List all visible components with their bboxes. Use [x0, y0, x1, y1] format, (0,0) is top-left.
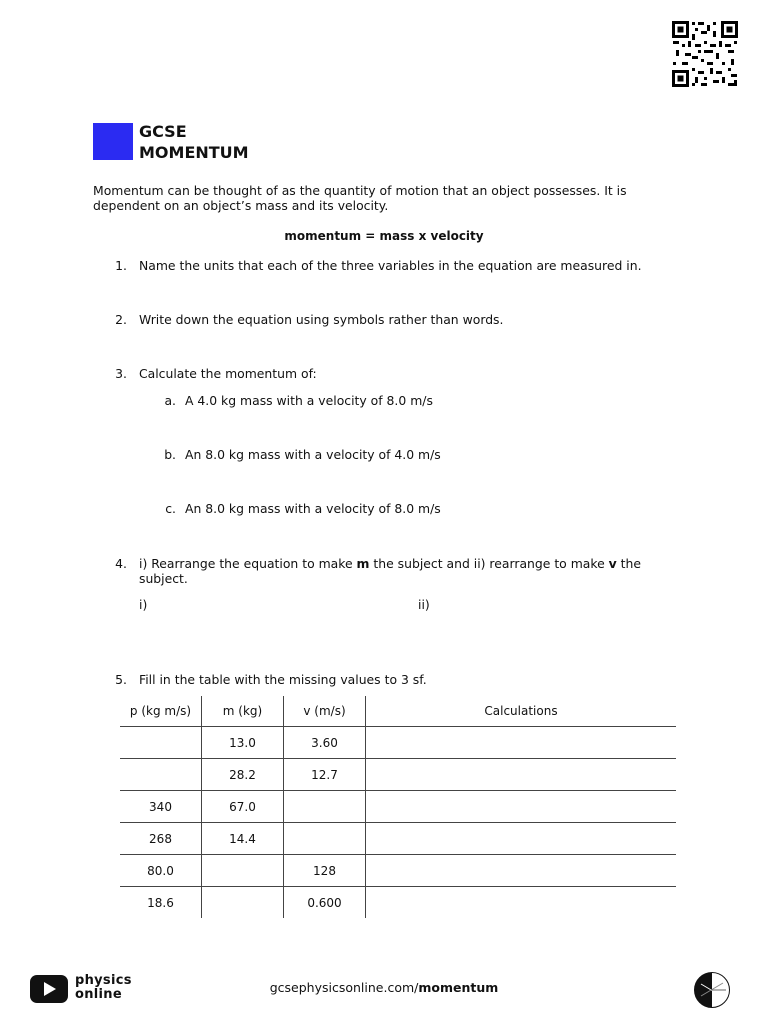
table-cell[interactable]: [366, 823, 677, 855]
table-cell[interactable]: [366, 887, 677, 919]
table-header-v: v (m/s): [284, 696, 366, 727]
q4-text-part: subject.: [139, 571, 188, 586]
title-line-2: MOMENTUM: [139, 143, 249, 162]
table-cell: 13.0: [202, 727, 284, 759]
table-cell[interactable]: [202, 855, 284, 887]
table-cell[interactable]: [284, 791, 366, 823]
q4-text-part: the subject and ii) rearrange to make: [369, 556, 609, 571]
question-2-text: Write down the equation using symbols rather than words.: [139, 312, 504, 327]
table-row: [120, 759, 676, 791]
table-row: [120, 855, 676, 887]
table-cell: 268: [120, 823, 202, 855]
q4-text-part: the: [616, 556, 642, 571]
question-3-text: Calculate the momentum of:: [139, 366, 317, 381]
footer-url-link[interactable]: [0, 980, 768, 995]
table-header-calculations: Calculations: [366, 696, 677, 727]
table-cell: 67.0: [202, 791, 284, 823]
table-cell: 28.2: [202, 759, 284, 791]
table-cell: 14.4: [202, 823, 284, 855]
table-cell[interactable]: [284, 823, 366, 855]
question-3c-label: c.: [165, 501, 176, 516]
qr-code-icon: [671, 20, 739, 88]
question-3b-text: An 8.0 kg mass with a velocity of 4.0 m/s: [185, 447, 441, 462]
title-accent-block: [93, 123, 133, 160]
table-cell: 12.7: [284, 759, 366, 791]
q4-bold-m: m: [356, 556, 370, 571]
question-3-number: 3.: [115, 366, 127, 381]
page-title: [139, 121, 249, 163]
table-row: [120, 791, 676, 823]
title-line-1: GCSE: [139, 122, 187, 141]
question-3b-label: b.: [164, 447, 176, 462]
circle-emblem-icon: [693, 971, 731, 1009]
table-row: [120, 823, 676, 855]
question-1-number: 1.: [115, 258, 127, 273]
question-3a-text: A 4.0 kg mass with a velocity of 8.0 m/s: [185, 393, 433, 408]
q4-text-part: i) Rearrange the equation to make: [139, 556, 357, 571]
question-2-number: 2.: [115, 312, 127, 327]
table-row: [120, 727, 676, 759]
table-cell[interactable]: [366, 855, 677, 887]
question-4-number: 4.: [115, 556, 127, 571]
table-cell: 18.6: [120, 887, 202, 919]
table-cell[interactable]: [366, 791, 677, 823]
table-cell: 0.600: [284, 887, 366, 919]
intro-paragraph: Momentum can be thought of as the quantity of motion that an object possesses. It is dependent on an object’s mass and its velocity.: [93, 183, 627, 213]
footer-url-prefix: gcsephysicsonline.com/: [269, 980, 419, 995]
table-header-row: [120, 696, 676, 727]
footer-url-bold: momentum: [418, 980, 499, 995]
q4-bold-v: v: [608, 556, 617, 571]
question-5-number: 5.: [115, 672, 127, 687]
table-header-m: m (kg): [202, 696, 284, 727]
question-4-text: [139, 556, 669, 586]
logo-line-1: physics: [75, 973, 132, 988]
table-cell[interactable]: [366, 759, 677, 791]
table-cell: 3.60: [284, 727, 366, 759]
table-cell[interactable]: [120, 759, 202, 791]
momentum-equation: momentum = mass x velocity: [284, 229, 484, 243]
question-3c-text: An 8.0 kg mass with a velocity of 8.0 m/s: [185, 501, 441, 516]
table-cell: 80.0: [120, 855, 202, 887]
question-5-text: Fill in the table with the missing values to 3 sf.: [139, 672, 427, 687]
table-row: [120, 887, 676, 919]
table-cell[interactable]: [366, 727, 677, 759]
table-cell: 340: [120, 791, 202, 823]
question-3a-label: a.: [164, 393, 176, 408]
logo-line-2: online: [75, 987, 122, 1002]
table-header-p: p (kg m/s): [120, 696, 202, 727]
momentum-table: [120, 696, 676, 918]
table-cell: 128: [284, 855, 366, 887]
table-cell[interactable]: [202, 887, 284, 919]
question-4-answer-i-label: i): [139, 597, 148, 612]
table-cell[interactable]: [120, 727, 202, 759]
question-4-answer-ii-label: ii): [418, 597, 430, 612]
question-1-text: Name the units that each of the three variables in the equation are measured in.: [139, 258, 642, 273]
